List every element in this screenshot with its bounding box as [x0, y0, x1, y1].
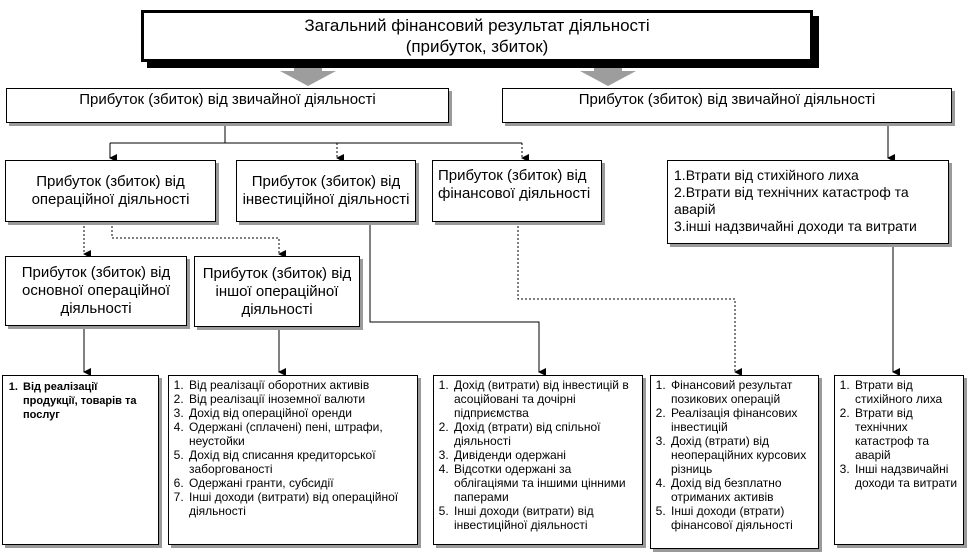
- other-operating-label: Прибуток (збиток) від іншої операційної діяльності: [202, 264, 352, 318]
- investing-activity-box: [236, 160, 416, 222]
- big-arrow-right: [580, 64, 636, 86]
- list-item: 7. Інші доходи (витрати) від операційної діяльності: [187, 490, 413, 518]
- list-item: 5. Інші доходи (витрати) від інвестиційної діяльності: [452, 504, 638, 532]
- financial-activity-label: Прибуток (збиток) від фінансової діяльності: [438, 167, 591, 202]
- financial-activity-box: [432, 160, 602, 222]
- operating-activity-label: Прибуток (збиток) від операційної діяльності: [31, 173, 190, 208]
- list-item: 2. Дохід (втрати) від спільної діяльності: [452, 420, 638, 448]
- list-item: 2. Від реалізації іноземної валюти: [187, 392, 413, 406]
- list-item: 1. Втрати від стихійного лиха: [853, 378, 959, 406]
- investing-list: [433, 375, 643, 545]
- main-operating-box: [5, 256, 187, 326]
- list-item: 5. Дохід від списання кредиторської заборгованості: [187, 448, 413, 476]
- list-item: 5. Інші доходи (втрати) фінансової діяльності: [669, 504, 814, 532]
- list-item: 2. Реалізація фінансових інвестицій: [669, 406, 814, 434]
- list-item: 4. Одержані (сплачені) пені, штрафи, неустойки: [187, 420, 413, 448]
- big-arrow-left: [280, 64, 336, 86]
- investing-activity-label: Прибуток (збиток) від інвестиційної діяльності: [242, 173, 410, 208]
- other-operating-box: [194, 256, 360, 327]
- ordinary-activity-left-label: Прибуток (збиток) від звичайної діяльності: [79, 91, 376, 108]
- diagram-title: [141, 10, 813, 62]
- list-item: 1. Фінансовий результат позикових операцій: [669, 378, 814, 406]
- main-operating-label: Прибуток (збиток) від основної операційної діяльності: [21, 264, 171, 317]
- operating-activity-box: [5, 160, 216, 222]
- other-operating-list: [168, 375, 418, 545]
- list-item: 3. Дивіденди одержані: [452, 448, 638, 462]
- main-operating-list: [2, 375, 159, 545]
- ordinary-activity-left: [6, 88, 449, 123]
- title-line-2: (прибуток, збиток): [405, 37, 549, 56]
- list-item: 3. Дохід (втрати) від неопераційних курсових різниць: [669, 434, 814, 476]
- list-item: 4. Дохід від безплатно отриманих активів: [669, 476, 814, 504]
- ordinary-activity-right: [502, 88, 952, 123]
- financial-list: [650, 375, 819, 549]
- extraordinary-list: [834, 375, 964, 545]
- list-item: 3. Інші надзвичайні доходи та витрати: [853, 462, 959, 490]
- list-item: 6. Одержані гранти, субсидії: [187, 476, 413, 490]
- list-item: 3. Дохід від операційної оренди: [187, 406, 413, 420]
- extraordinary-item: 1.Втрати від стихійного лиха: [674, 167, 859, 183]
- list-item: 1. Від реалізації оборотних активів: [187, 378, 413, 392]
- list-item: 4. Відсотки одержані за облігаціями та іншими цінними паперами: [452, 462, 638, 504]
- list-item: 2. Втрати від технічних катастроф та аварій: [853, 406, 959, 462]
- list-item: 1. Від реалізації продукції, товарів та послуг: [21, 380, 154, 422]
- ordinary-activity-right-label: Прибуток (збиток) від звичайної діяльності: [578, 91, 876, 108]
- extraordinary-box: [667, 160, 949, 244]
- title-line-1: Загальний фінансовий результат діяльності: [304, 16, 650, 35]
- extraordinary-item: 2.Втрати від технічних катастроф та аварій: [674, 184, 909, 217]
- list-item: 1. Дохід (витрати) від інвестицій в асоційовані та дочірні підприємства: [452, 378, 638, 420]
- extraordinary-item: 3.інші надзвичайні доходи та витрати: [674, 218, 917, 234]
